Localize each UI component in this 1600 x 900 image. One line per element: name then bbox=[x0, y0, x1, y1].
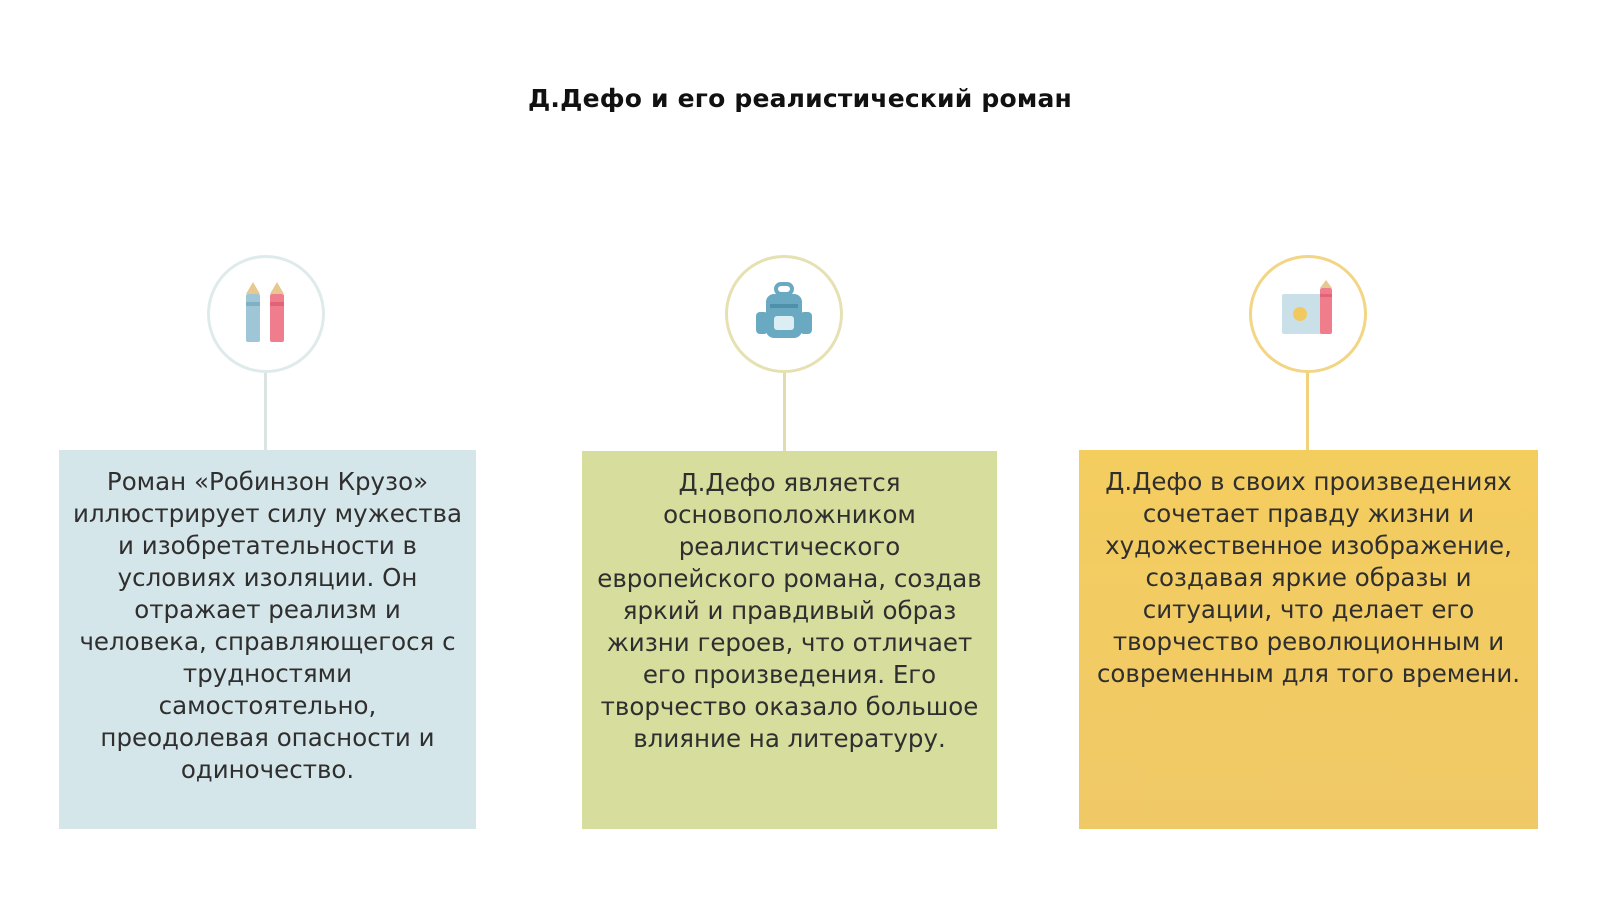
card-text-3: Д.Дефо в своих произведениях сочетает правду жизни и художественное изображение, создавая яркие образы и ситуации, что делает его творчество революционным и современным для того времени. bbox=[1096, 467, 1521, 688]
connector-line-2 bbox=[783, 373, 786, 451]
note-and-pencil-icon bbox=[1276, 280, 1340, 348]
backpack-icon bbox=[752, 280, 816, 348]
connector-line-1 bbox=[264, 373, 267, 450]
pencils-icon bbox=[238, 280, 294, 348]
connector-line-3 bbox=[1306, 373, 1309, 450]
icon-circle-2 bbox=[725, 255, 843, 373]
slide-title: Д.Дефо и его реалистический роман bbox=[527, 84, 1073, 113]
info-card-3 bbox=[1079, 450, 1538, 829]
icon-circle-1 bbox=[207, 255, 325, 373]
card-text-1: Роман «Робинзон Крузо» иллюстрирует силу мужества и изобретательности в условиях изоляции. Он отражает реализм и человека, справляющегося с трудностями самостоятельно, преодолевая опасности и одиночество. bbox=[73, 467, 462, 784]
icon-circle-3 bbox=[1249, 255, 1367, 373]
info-card-2 bbox=[582, 451, 997, 829]
info-card-1 bbox=[59, 450, 476, 829]
card-text-2: Д.Дефо является основоположником реалистического европейского романа, создав яркий и правдивый образ жизни героев, что отличает его произведения. Его творчество оказало большое влияние на литературу. bbox=[597, 468, 982, 753]
